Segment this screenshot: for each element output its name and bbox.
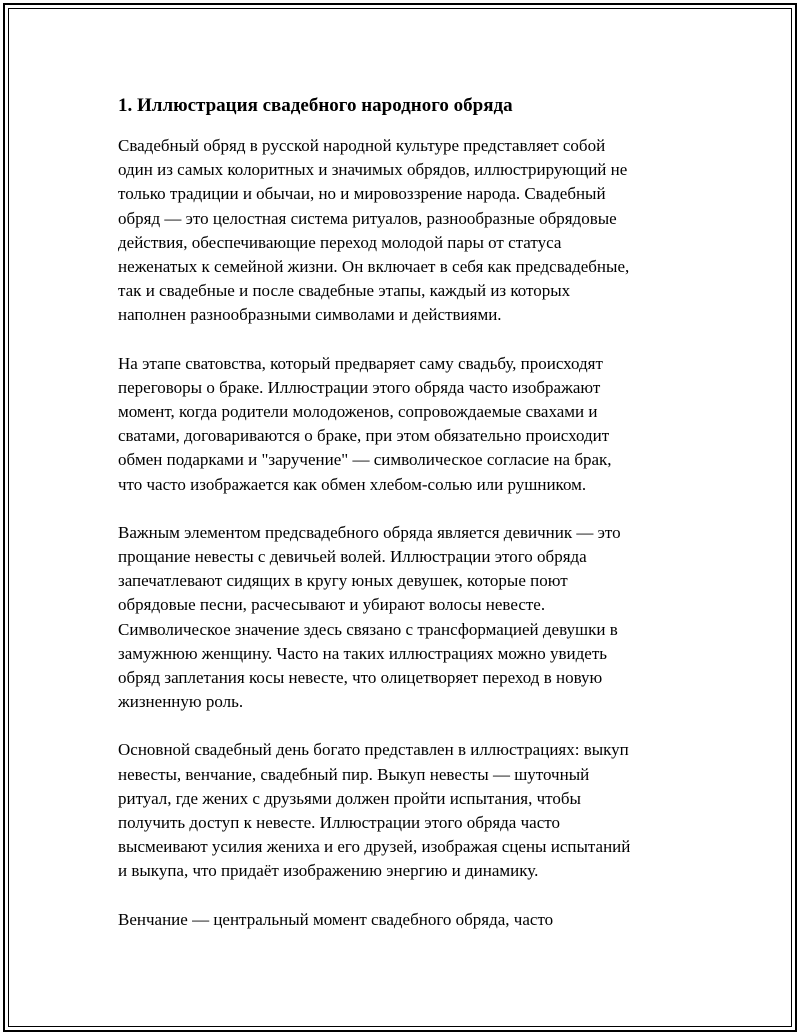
text-line: обмен подарками и "заручение" — символическое согласие на брак,: [118, 450, 612, 470]
text-line: только традиции и обычаи, но и мировоззрение народа. Свадебный: [118, 184, 606, 204]
text-line: высмеивают усилия жениха и его друзей, изображая сцены испытаний: [118, 837, 631, 857]
paragraph-3: [118, 521, 684, 715]
paragraph-4: [118, 738, 684, 883]
text-line: Венчание — центральный момент свадебного обряда, часто: [118, 909, 554, 929]
text-line: действия, обеспечивающие переход молодой пары от статуса: [118, 232, 562, 252]
text-line: так и свадебные и после свадебные этапы, каждый из которых: [118, 281, 571, 301]
text-line: Свадебный обряд в русской народной культуре представляет собой: [118, 136, 606, 155]
text-line: и выкупа, что придаёт изображению энергию и динамику.: [118, 861, 539, 881]
text-line: неженатых к семейной жизни. Он включает в себя как предсвадебные,: [118, 257, 630, 277]
text-line: один из самых колоритных и значимых обрядов, иллюстрирующий не: [118, 160, 628, 180]
text-line: сватами, договариваются о браке, при этом обязательно происходит: [118, 426, 610, 446]
text-line: обрядовые песни, расчесывают и убирают волосы невесте.: [118, 595, 546, 615]
text-line: наполнен разнообразными символами и действиями.: [118, 305, 502, 325]
paragraph-2: [118, 352, 684, 497]
text-line: что часто изображается как обмен хлебом-солью или рушником.: [118, 474, 587, 494]
paragraph-1: [118, 134, 684, 328]
text-line: прощание невесты с девичьей волей. Иллюстрации этого обряда: [118, 547, 587, 567]
text-line: невесты, венчание, свадебный пир. Выкуп невесты — шуточный: [118, 764, 590, 784]
text-line: Символическое значение здесь связано с трансформацией девушки в: [118, 619, 618, 639]
text-line: Важным элементом предсвадебного обряда является девичник — это: [118, 522, 621, 542]
text-line: замужнюю женщину. Часто на таких иллюстрациях можно увидеть: [118, 643, 607, 663]
text-line: жизненную роль.: [118, 692, 244, 712]
text-line: переговоры о браке. Иллюстрации этого обряда часто изображают: [118, 377, 601, 397]
paragraph-5: [118, 908, 684, 932]
text-line: ритуал, где жених с друзьями должен пройти испытания, чтобы: [118, 788, 581, 808]
text-line: получить доступ к невесте. Иллюстрации этого обряда часто: [118, 813, 560, 833]
text-line: момент, когда родители молодоженов, сопровождаемые свахами и: [118, 402, 598, 422]
text-line: На этапе сватовства, который предваряет саму свадьбу, происходят: [118, 353, 603, 373]
text-line: обряд — это целостная система ритуалов, разнообразные обрядовые: [118, 208, 617, 228]
text-line: обряд заплетания косы невесте, что олицетворяет переход в новую: [118, 668, 603, 688]
text-line: запечатлевают сидящих в кругу юных девушек, которые поют: [118, 571, 568, 591]
document-body: [118, 92, 684, 956]
text-line: Основной свадебный день богато представлен в иллюстрациях: выкуп: [118, 740, 629, 760]
section-title: 1. Иллюстрация свадебного народного обряда: [118, 95, 513, 116]
